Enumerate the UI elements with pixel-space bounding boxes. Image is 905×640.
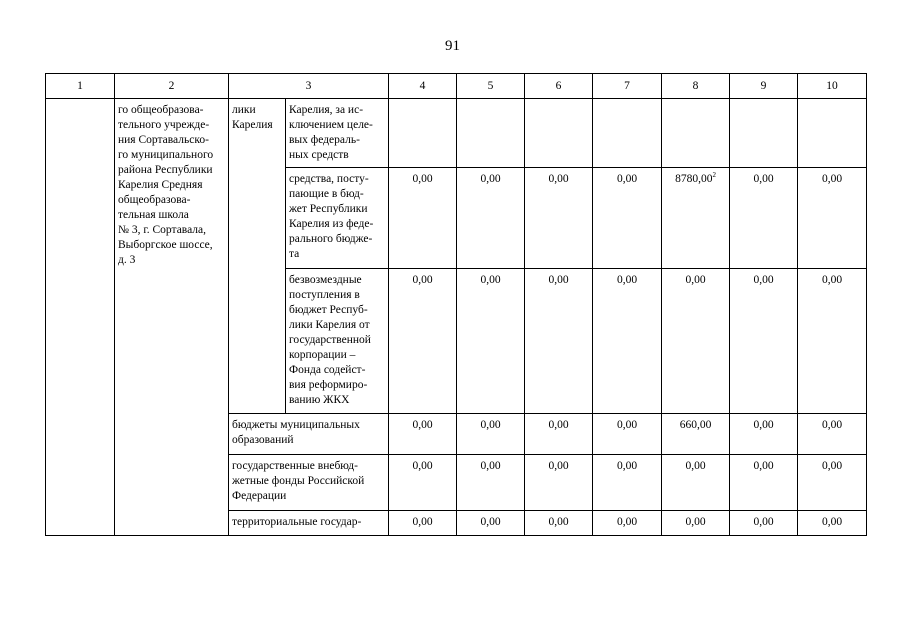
value-cell: 0,00 [798,269,867,414]
value-cell [730,99,798,168]
value-cell: 0,00 [457,269,525,414]
value-cell: 0,00 [525,168,593,269]
value-cell: 0,00 [798,414,867,455]
value-cell [798,99,867,168]
value-cell: 0,00 [457,511,525,536]
value-cell: 0,00 [730,455,798,511]
value-cell: 0,00 [389,455,457,511]
value-cell: 0,00 [525,414,593,455]
value-cell-with-footnote: 8780,00$^2$ [662,168,730,269]
value-cell: 0,00 [593,168,662,269]
row-label: безвозмездные поступления в бюджет Респуб- лики Карелия от государственной корпорации – Фонда содейст- вия реформиро- ванию ЖКХ [286,269,389,414]
value-cell [457,99,525,168]
header-cell: 4 [389,74,457,99]
value-cell: 0,00 [593,511,662,536]
value-cell: 0,00 [389,414,457,455]
value-cell: 0,00 [525,455,593,511]
header-cell: 10 [798,74,867,99]
value-cell: 0,00 [798,455,867,511]
value-cell: 0,00 [389,168,457,269]
value-cell: 0,00 [457,455,525,511]
page-number: 91 [445,38,460,54]
institution-name-cell: го общеобразова- тельного учрежде- ния Сортавальско- го муниципального района Республики Карелия Средняя общеобразова- тельная школа № 3, г. Сортавала, Выборгское шоссе, д. 3 [115,99,229,536]
budget-group-label: лики Карелия [229,99,286,414]
row-label: бюджеты муниципальных образований [229,414,389,455]
value-cell: 0,00 [457,414,525,455]
row-label: Карелия, за ис- ключением целе- вых федераль- ных средств [286,99,389,168]
value-cell: 0,00 [730,168,798,269]
value-cell [389,99,457,168]
value-cell: 0,00 [798,168,867,269]
header-cell: 6 [525,74,593,99]
row-label: средства, посту- пающие в бюд- жет Республики Карелия из феде- рального бюдже- та [286,168,389,269]
value-cell: 0,00 [525,269,593,414]
table-row [46,99,867,168]
value-cell: 0,00 [730,269,798,414]
value-cell: 0,00 [525,511,593,536]
value-cell: 660,00 [662,414,730,455]
header-row [46,74,867,99]
value-cell: 0,00 [389,511,457,536]
header-cell: 7 [593,74,662,99]
footnote-marker: 2 [712,171,716,180]
value-cell: 0,00 [662,269,730,414]
value-cell [662,99,730,168]
value-cell: 0,00 [457,168,525,269]
budget-table [45,73,867,536]
value-cell [525,99,593,168]
header-cell: 5 [457,74,525,99]
value-cell: 0,00 [662,511,730,536]
value-cell [593,99,662,168]
empty-number-cell [46,99,115,536]
header-cell: 3 [229,74,389,99]
header-cell: 9 [730,74,798,99]
value-cell: 0,00 [593,269,662,414]
value-cell: 0,00 [798,511,867,536]
value-cell: 0,00 [730,414,798,455]
value-cell: 0,00 [662,455,730,511]
header-cell: 1 [46,74,115,99]
header-cell: 2 [115,74,229,99]
value-cell: 0,00 [730,511,798,536]
value-cell: 0,00 [389,269,457,414]
row-label: территориальные государ- [229,511,389,536]
value-cell: 0,00 [593,414,662,455]
row-label: государственные внебюд- жетные фонды Российской Федерации [229,455,389,511]
value-cell: 0,00 [593,455,662,511]
header-cell: 8 [662,74,730,99]
